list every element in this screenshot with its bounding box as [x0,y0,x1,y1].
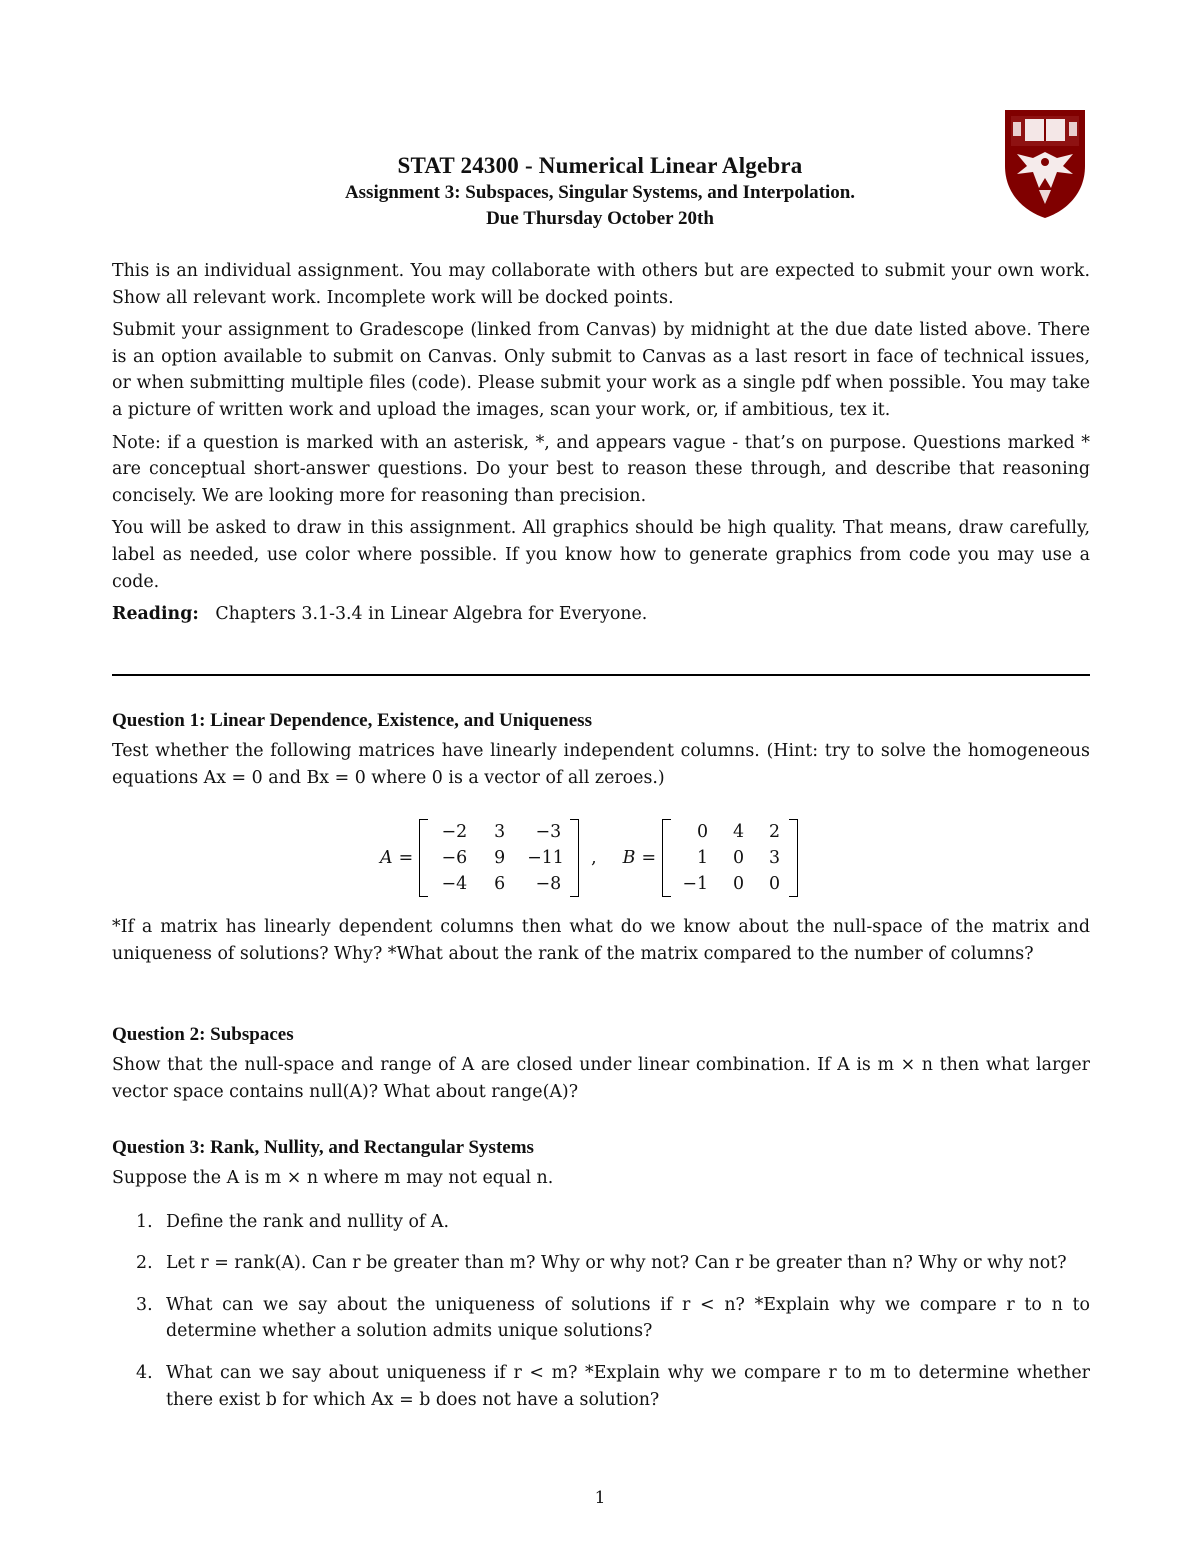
reading-label: Reading: [112,604,199,625]
right-bracket [570,819,579,897]
matrix-cell: −8 [535,874,562,894]
matrix-cell: 3 [768,848,781,868]
instructions-paragraph: Submit your assignment to Gradescope (linked from Canvas) by midnight at the due date listed above. There is an option available to submit on Canvas. Only submit to Canvas as a last resort in face of technical issues, or when submitting multiple files (code). Please submit your work as a single pdf when possible. You may take a picture of written work and upload the images, scan your work, or, if ambitious, tex it. [112,320,1090,420]
left-bracket [419,819,428,897]
list-item [112,1250,1090,1277]
matrix-cell: −3 [535,822,562,842]
matrix-cell: −1 [682,874,709,894]
list-item-text: What can we say about uniqueness if r < m? *Explain why we compare r to m to determine whether there exist b for which Ax = b does not have a solution? [166,1362,1090,1410]
list-item-number: 1. [136,1211,153,1232]
left-bracket [662,819,671,897]
matrix-cell: −2 [441,822,468,842]
question-2-text: Show that the null-space and range of A are closed under linear combination. If A is m × n then what larger vector space contains null(A)? What about range(A)? [112,1055,1090,1102]
matrix-cell: −4 [441,874,468,894]
question-2-heading: Question 2: Subspaces [112,1024,294,1045]
matrix-cell: −6 [441,848,468,868]
question-1-followup [112,914,1090,967]
list-item-number: 3. [136,1294,153,1315]
instructions [112,258,1090,634]
list-item-text: What can we say about the uniqueness of solutions if r < n? *Explain why we compare r to n to determine whether a solution admits unique solutions? [166,1294,1090,1342]
question-1-heading: Question 1: Linear Dependence, Existence, and Uniqueness [112,710,592,731]
matrix-b-grid [671,819,789,897]
page-number: 1 [594,1488,606,1508]
list-item-text: Let r = rank(A). Can r be greater than m? Why or why not? Can r be greater than n? Why or why not? [166,1253,1067,1274]
list-item-number: 2. [136,1253,153,1274]
question-3 [112,1135,1090,1428]
instructions-paragraph: This is an individual assignment. You may collaborate with others but are expected to submit your own work. Show all relevant work. Incomplete work will be docked points. [112,261,1090,308]
matrix-cell: 9 [494,848,506,868]
assignment-title: Assignment 3: Subspaces, Singular Systems, and Interpolation. [344,182,856,203]
matrix-cell: 0 [768,874,781,894]
matrix-b [662,819,798,897]
matrix-cell: 0 [732,874,745,894]
equals-sign: = [398,848,414,868]
list-item-text: Define the rank and nullity of A. [166,1211,449,1232]
matrix-a-name: A [380,848,393,868]
matrix-display [380,816,798,900]
equals-sign: = [641,848,657,868]
matrix-cell: 3 [494,822,506,842]
list-item [112,1292,1090,1345]
question-1-followup-text: *If a matrix has linearly dependent columns then what do we know about the null-space of the matrix and uniqueness of solutions? Why? *What about the rank of the matrix compared to the number of columns? [112,917,1090,964]
question-1 [112,708,1090,791]
matrix-cell: 2 [768,822,781,842]
question-3-heading: Question 3: Rank, Nullity, and Rectangular Systems [112,1137,534,1158]
course-title: STAT 24300 - Numerical Linear Algebra [397,153,803,178]
reading-text: Chapters 3.1-3.4 in Linear Algebra for Everyone. [215,604,648,625]
list-item [112,1209,1090,1236]
matrix-cell: −11 [527,848,564,868]
matrix-a [419,819,579,897]
matrix-cell: 6 [494,874,506,894]
due-date: Due Thursday October 20th [486,208,714,229]
list-item-number: 4. [136,1362,153,1383]
matrix-cell: 4 [732,822,745,842]
matrix-cell: 1 [696,848,709,868]
matrix-cell: 0 [732,848,745,868]
question-3-list [112,1209,1090,1414]
section-divider [112,674,1090,676]
right-bracket [789,819,798,897]
matrix-cell: 0 [696,822,709,842]
instructions-paragraph: Note: if a question is marked with an asterisk, *, and appears vague - that’s on purpose. Questions marked * are conceptual short-answer questions. Do your best to reason these through, and describe that reasoning concisely. We are looking more for reasoning than precision. [112,432,1090,506]
matrix-a-grid [428,819,570,897]
matrix-separator: , [591,848,597,868]
matrix-b-name: B [622,848,636,868]
question-1-text: Test whether the following matrices have linearly independent columns. (Hint: try to solve the homogeneous equations Ax = 0 and Bx = 0 where 0 is a vector of all zeroes.) [112,741,1090,788]
instructions-paragraph: You will be asked to draw in this assignment. All graphics should be high quality. That means, draw carefully, label as needed, use color where possible. If you know how to generate graphics from code you may use a code. [112,518,1090,592]
reading-line [112,601,1090,628]
document-header [112,152,1088,232]
question-2 [112,1022,1090,1105]
question-3-text: Suppose the A is m × n where m may not equal n. [112,1168,554,1188]
list-item [112,1360,1090,1413]
